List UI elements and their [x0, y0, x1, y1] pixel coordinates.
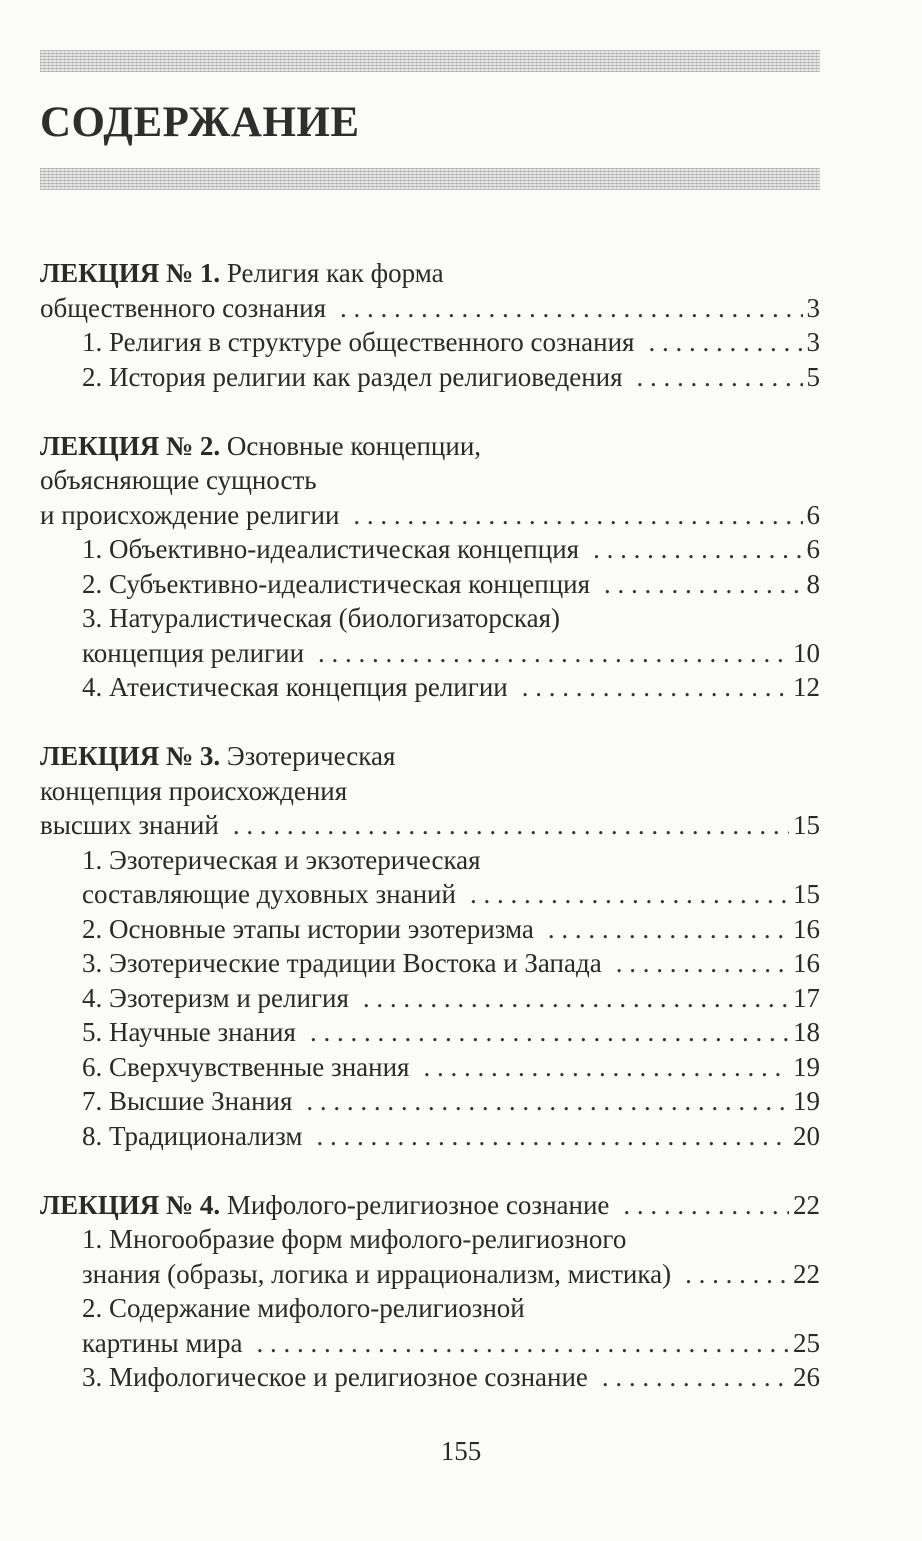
section-number: 1.: [82, 1224, 103, 1254]
section-number: 2.: [82, 361, 103, 392]
section-entry: [40, 1222, 820, 1257]
section-title: Мифологическое и религиозное сознание: [109, 1362, 588, 1392]
section-title: знания (образы, логика и иррационализм, мистика): [82, 1258, 672, 1289]
section-entry: [40, 636, 820, 671]
lecture-title-text: [40, 291, 326, 326]
page-number: 155: [440, 1436, 482, 1466]
top-decorative-rule: [40, 50, 820, 72]
section-title-text: [82, 912, 534, 947]
lecture-title-line: [40, 1188, 820, 1223]
section-title-text: [82, 981, 349, 1016]
dot-leader: [685, 1257, 789, 1292]
dot-leader: [233, 808, 789, 843]
dot-leader: [353, 498, 802, 533]
section-entry: [40, 1326, 820, 1361]
lecture-title-line: [40, 429, 820, 464]
section-title-text: [82, 1360, 588, 1395]
dot-leader: [593, 532, 802, 567]
page-ref: 16: [793, 948, 820, 978]
section-number: 7.: [82, 1086, 103, 1116]
dot-leader: [604, 567, 802, 602]
section-entry: [40, 1291, 820, 1326]
section-entry: [40, 1050, 820, 1085]
section-title: Содержание мифолого-религиозной: [109, 1293, 525, 1323]
lecture-title-line: [40, 498, 820, 533]
section-title: составляющие духовных знаний: [82, 879, 456, 909]
dot-leader: [623, 1188, 789, 1223]
section-title-text: [82, 567, 590, 602]
dot-leader: [602, 1360, 789, 1395]
lecture-title: высших знаний: [40, 810, 219, 840]
section-entry: [40, 981, 820, 1016]
page-title: СОДЕРЖАНИЕ: [40, 99, 360, 146]
lecture-title-text: [40, 498, 339, 533]
section-title-text: [82, 843, 481, 878]
lecture-title-text: [40, 1188, 609, 1223]
section-title-text: [82, 1257, 671, 1292]
lecture-title-text: [40, 808, 219, 843]
section-number: 4.: [82, 672, 103, 702]
lecture-title-text: [40, 463, 317, 498]
page-ref: 18: [793, 1017, 820, 1047]
lecture-title-text: [40, 739, 395, 774]
section-number: 3.: [82, 1362, 103, 1392]
section-title-text: [82, 532, 579, 567]
section-number: 1.: [82, 844, 103, 875]
section-entry: [40, 532, 820, 567]
section-title: Высшие Знания: [109, 1086, 293, 1116]
page-ref: 26: [793, 1362, 820, 1392]
dot-leader: [310, 1015, 789, 1050]
page-ref: 19: [793, 1051, 820, 1082]
section-entry: [40, 670, 820, 705]
lecture-title-line: [40, 256, 820, 291]
section-title-text: [82, 325, 634, 360]
section-title-text: [82, 946, 602, 981]
lecture-title: Эзотерическая: [226, 741, 396, 771]
page-ref: 22: [793, 1189, 820, 1220]
dot-leader: [306, 1084, 789, 1119]
section-entry: [40, 1360, 820, 1395]
page-ref: 8: [806, 568, 820, 599]
section-title-text: [82, 360, 623, 395]
section-title-text: [82, 670, 508, 705]
section-title: Эзотерическая и экзотерическая: [109, 844, 481, 875]
section-entry: [40, 567, 820, 602]
section-number: 3.: [82, 948, 103, 978]
dot-leader: [256, 1326, 789, 1361]
section-number: 5.: [82, 1017, 103, 1047]
section-entry: [40, 325, 820, 360]
page-ref: 6: [806, 534, 820, 564]
page-ref: 3: [806, 327, 820, 357]
section-entry: [40, 1015, 820, 1050]
lecture-title-line: [40, 808, 820, 843]
page-ref: 19: [793, 1086, 820, 1116]
page-ref: 20: [793, 1120, 820, 1151]
section-title: Сверхчувственные знания: [109, 1051, 410, 1082]
section-title: картины мира: [82, 1327, 243, 1358]
section-title: Натуралистическая (биологизаторская): [109, 603, 560, 633]
section-entry: [40, 1257, 820, 1292]
page-ref: 12: [793, 672, 820, 702]
page-ref: 17: [793, 982, 820, 1013]
section-entry: [40, 843, 820, 878]
section-entry: [40, 1084, 820, 1119]
lecture-title: концепция происхождения: [40, 775, 348, 806]
dot-leader: [616, 946, 789, 981]
lecture-entry: [40, 739, 820, 1153]
section-title: Атеистическая концепция религии: [109, 672, 508, 702]
page-ref: 16: [793, 913, 820, 944]
lecture-title: Религия как форма: [226, 258, 444, 288]
section-title-text: [82, 1291, 525, 1326]
dot-leader: [637, 360, 803, 395]
section-number: 2.: [82, 1293, 103, 1323]
lecture-entry: [40, 256, 820, 394]
section-title-text: [82, 1222, 626, 1257]
section-number: 4.: [82, 982, 103, 1013]
section-title: Основные этапы истории эзотеризма: [109, 913, 534, 944]
section-title: Эзотеризм и религия: [109, 982, 349, 1013]
section-number: 2.: [82, 568, 103, 599]
lecture-title: и происхождение религии: [40, 499, 340, 530]
section-entry: [40, 601, 820, 636]
page-ref: 6: [806, 499, 820, 530]
page-ref: 15: [793, 810, 820, 840]
section-title-text: [82, 1050, 409, 1085]
lecture-title: общественного сознания: [40, 292, 326, 323]
section-title: Традиционализм: [109, 1120, 303, 1151]
section-title-text: [82, 1015, 296, 1050]
lecture-title-line: [40, 774, 820, 809]
dot-leader: [648, 325, 802, 360]
lecture-number: ЛЕКЦИЯ № 4.: [40, 1189, 221, 1220]
lecture-entry: [40, 429, 820, 705]
section-entry: [40, 877, 820, 912]
page-ref: 10: [793, 637, 820, 668]
section-title: История религии как раздел религиоведения: [109, 361, 623, 392]
lecture-title-text: [40, 256, 444, 291]
section-title-text: [82, 636, 304, 671]
section-title-text: [82, 1326, 242, 1361]
section-entry: [40, 946, 820, 981]
lecture-title-line: [40, 739, 820, 774]
section-title: Объективно-идеалистическая концепция: [109, 534, 580, 564]
section-title: Религия в структуре общественного сознания: [109, 327, 635, 357]
section-entry: [40, 1119, 820, 1154]
section-number: 2.: [82, 913, 103, 944]
dot-leader: [470, 877, 789, 912]
lecture-number: ЛЕКЦИЯ № 2.: [40, 430, 221, 461]
section-number: 1.: [82, 327, 103, 357]
lecture-number: ЛЕКЦИЯ № 3.: [40, 741, 221, 771]
page-ref: 5: [806, 361, 820, 392]
lecture-title: Мифолого-религиозное сознание: [226, 1189, 610, 1220]
section-title-text: [82, 1119, 303, 1154]
section-title-text: [82, 1084, 292, 1119]
dot-leader: [423, 1050, 789, 1085]
section-number: 3.: [82, 603, 103, 633]
section-title-text: [82, 877, 456, 912]
lecture-title: объясняющие сущность: [40, 465, 317, 495]
section-number: 6.: [82, 1051, 103, 1082]
section-title: Многообразие форм мифолого-религиозного: [109, 1224, 627, 1254]
dot-leader: [317, 1119, 790, 1154]
bottom-decorative-rule: [40, 168, 820, 190]
page-ref: 15: [793, 879, 820, 909]
lecture-number: ЛЕКЦИЯ № 1.: [40, 258, 221, 288]
page-ref: 3: [806, 292, 820, 323]
table-of-contents: [40, 256, 820, 1429]
section-entry: [40, 360, 820, 395]
lecture-title-line: [40, 463, 820, 498]
section-title: Субъективно-идеалистическая концепция: [109, 568, 591, 599]
dot-leader: [318, 636, 789, 671]
lecture-title-line: [40, 291, 820, 326]
lecture-title-text: [40, 429, 481, 464]
dot-leader: [522, 670, 789, 705]
section-title: концепция религии: [82, 637, 305, 668]
section-number: 8.: [82, 1120, 103, 1151]
page-ref: 22: [793, 1258, 820, 1289]
lecture-title-text: [40, 774, 347, 809]
page-ref: 25: [793, 1327, 820, 1358]
dot-leader: [548, 912, 789, 947]
section-entry: [40, 912, 820, 947]
lecture-title: Основные концепции,: [226, 430, 482, 461]
dot-leader: [340, 291, 803, 326]
section-number: 1.: [82, 534, 103, 564]
lecture-entry: [40, 1188, 820, 1395]
section-title: Эзотерические традиции Востока и Запада: [109, 948, 602, 978]
dot-leader: [363, 981, 789, 1016]
section-title-text: [82, 601, 560, 636]
section-title: Научные знания: [109, 1017, 296, 1047]
